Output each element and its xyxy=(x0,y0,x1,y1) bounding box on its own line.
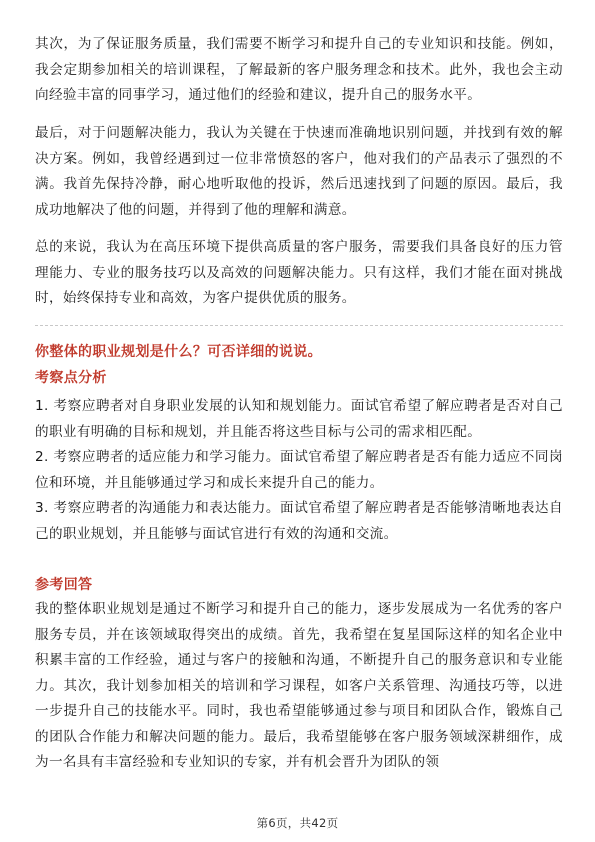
page-number-footer: 第6页，共42页 xyxy=(256,816,339,830)
analysis-item: 1. 考察应聘者对自身职业发展的认知和规划能力。面试官希望了解应聘者是否对自己的职业有明确的目标和规划，并且能否将这些目标与公司的需求相匹配。 xyxy=(35,398,563,440)
section-divider xyxy=(35,325,563,326)
question-heading: 你整体的职业规划是什么？可否详细的说说。 xyxy=(35,344,322,360)
analysis-item: 3. 考察应聘者的沟通能力和表达能力。面试官希望了解应聘者是否能够清晰地表达自己的职业规划，并且能够与面试官进行有效的沟通和交流。 xyxy=(35,500,563,542)
paragraph-conclusion: 总的来说，我认为在高压环境下提供高质量的客户服务，需要我们具备良好的压力管理能力、专业的服务技巧以及高效的问题解决能力。只有这样，我们才能在面对挑战时，始终保持专业和高效，为客户提供优质的服务。 xyxy=(35,239,563,306)
paragraph-service-quality: 其次，为了保证服务质量，我们需要不断学习和提升自己的专业知识和技能。例如，我会定期参加相关的培训课程，了解最新的客户服务理念和技术。此外，我也会主动向经验丰富的同事学习，通过他们的经验和建议，提升自己的服务水平。 xyxy=(35,36,563,103)
answer-paragraph: 我的整体职业规划是通过不断学习和提升自己的能力，逐步发展成为一名优秀的客户服务专员，并在该领域取得突出的成绩。首先，我希望在复星国际这样的知名企业中积累丰富的工作经验，通过与客户的接触和沟通，不断提升自己的服务意识和专业能力。其次，我计划参加相关的培训和学习课程，如客户关系管理、沟通技巧等，以进一步提升自己的技能水平。同时，我也希望能够通过参与项目和团队合作，锻炼自己的团队合作能力和解决问题的能力。最后，我希望能够在客户服务领域深耕细作，成为一名具有丰富经验和专业知识的专家，并有机会晋升为团队的领 xyxy=(35,601,563,770)
analysis-item: 2. 考察应聘者的适应能力和学习能力。面试官希望了解应聘者是否有能力适应不同岗位和环境，并且能够通过学习和成长来提升自己的能力。 xyxy=(35,449,563,491)
analysis-list xyxy=(35,394,563,547)
paragraph-problem-solving: 最后，对于问题解决能力，我认为关键在于快速而准确地识别问题，并找到有效的解决方案。例如，我曾经遇到过一位非常愤怒的客户，他对我们的产品表示了强烈的不满。我首先保持冷静，耐心地听取他的投诉，然后迅速找到了问题的原因。最后，我成功地解决了他的问题，并得到了他的理解和满意。 xyxy=(35,125,563,218)
analysis-heading: 考察点分析 xyxy=(35,370,107,386)
answer-heading: 参考回答 xyxy=(35,577,93,593)
